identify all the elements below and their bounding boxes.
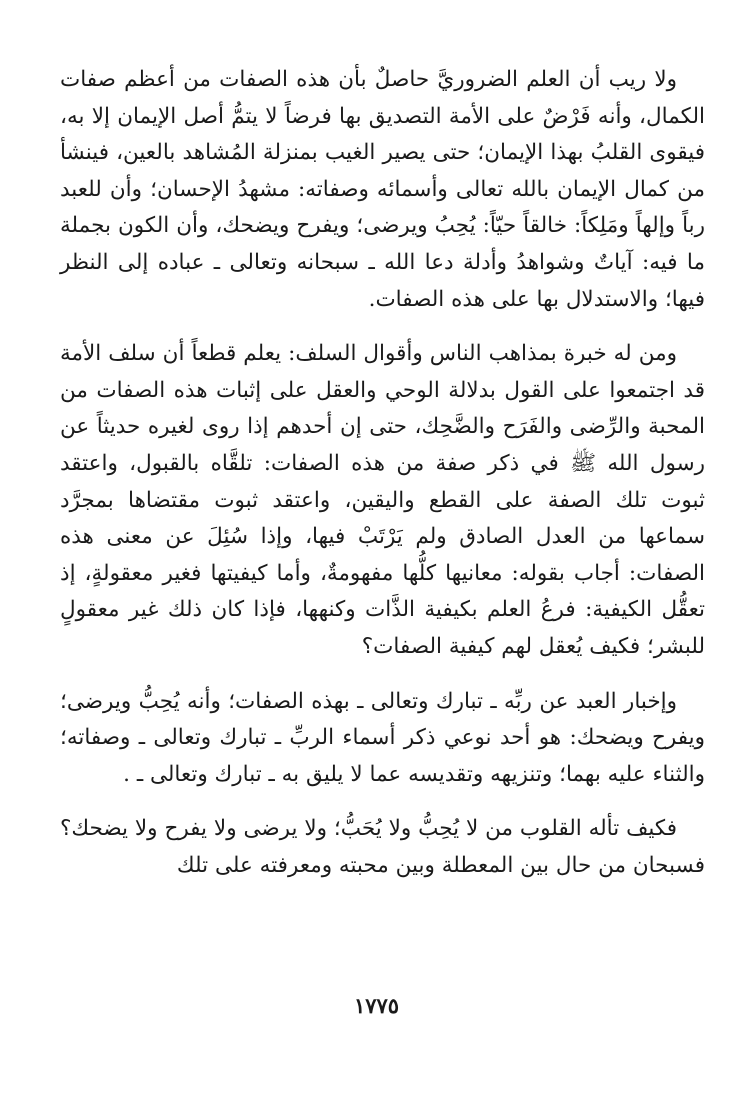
paragraph: وإخبار العبد عن ربِّه ـ تبارك وتعالى ـ بهذه الصفات؛ وأنه يُحِبُّ ويرضى؛ ويفرح ويضحك: هو أحد نوعي ذكر أسماء الربِّ ـ تبارك وتعالى ـ وصفاته؛ والثناء عليه بهما؛ وتنزيهه وتقديسه عما لا يليق به ـ تبارك وتعالى ـ . <box>60 688 705 787</box>
page-number: ١٧٧٥ <box>353 993 400 1018</box>
paragraph: ومن له خبرة بمذاهب الناس وأقوال السلف: يعلم قطعاً أن سلف الأمة قد اجتمعوا على القول بدلالة الوحي والعقل على إثبات هذه الصفات من المحبة والرِّضى والفَرَح والضَّحِك، حتى إن أحدهم إذا روى لغيره حديثاً عن رسول الله ﷺ في ذكر صفة من هذه الصفات: تلقَّاه بالقبول، واعتقد ثبوت تلك الصفة على القطع واليقين، واعتقد ثبوت مقتضاها بمجرَّد سماعها من العدل الصادق ولم يَرْتَبْ فيها، وإذا سُئِلَ عن معنى هذه الصفات: أجاب بقوله: معانيها كلُّها مفهومةٌ، وأما كيفيتها فغير معقولةٍ، إذ تعقُّل الكيفية: فرعُ العلم بكيفية الذَّات وكنهها، فإذا كان ذلك غير معقولٍ للبشر؛ فكيف يُعقل لهم كيفية الصفات؟ <box>60 341 705 659</box>
paragraph: فكيف تأله القلوب من لا يُحِبُّ ولا يُحَبُّ؛ ولا يرضى ولا يفرح ولا يضحك؟ فسبحان من حال بين المعطلة وبين محبته ومعرفته على تلك <box>60 816 705 878</box>
body-text <box>60 62 705 884</box>
paragraph: ولا ريب أن العلم الضروريَّ حاصلٌ بأن هذه الصفات من أعظم صفات الكمال، وأنه فَرْضٌ على الأمة التصديق بها فرضاً لا يتمُّ أصل الإيمان إلا به، فيقوى القلبُ بهذا الإيمان؛ حتى يصير الغيب بمنزلة المُشاهد بالعين، فينشأ من كمال الإيمان بالله تعالى وأسمائه وصفاته: مشهدُ الإحسان؛ وأن للعبد رباً وإلهاً ومَلِكاً: خالقاً حيّاً: يُحِبُ ويرضى؛ ويفرح ويضحك، وأن الكون بجملة ما فيه: آياتٌ وشواهدُ وأدلة دعا الله ـ سبحانه وتعالى ـ عباده إلى النظر فيها؛ والاستدلال بها على هذه الصفات. <box>60 67 705 312</box>
